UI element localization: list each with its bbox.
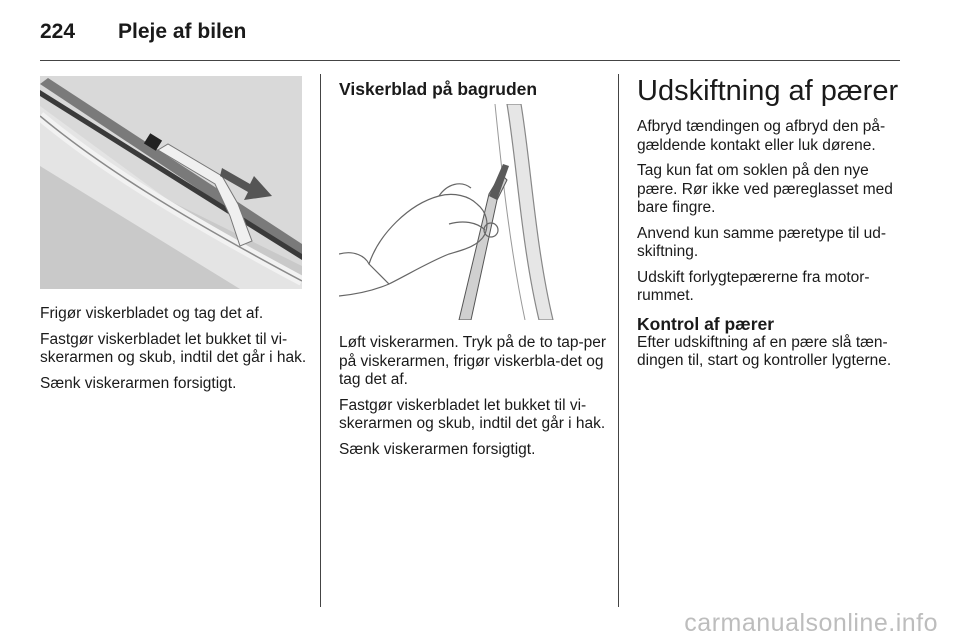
column-2 bbox=[339, 334, 607, 466]
column-1 bbox=[40, 305, 310, 400]
page-number: 224 bbox=[40, 20, 76, 43]
header-rule bbox=[40, 60, 900, 61]
paragraph: Anvend kun samme pæretype til ud-skiftning. bbox=[637, 224, 886, 260]
wiper-blade-illustration bbox=[40, 76, 302, 289]
paragraph: Sænk viskerarmen forsigtigt. bbox=[40, 374, 237, 392]
column-divider-2 bbox=[618, 74, 619, 607]
paragraph: Løft viskerarmen. Tryk på de to tap-per på viskerarmen, frigør viskerbla-det og tag det af. bbox=[339, 334, 607, 388]
paragraph: Fastgør viskerbladet let bukket til vi-skerarmen og skub, indtil det går i hak. bbox=[40, 330, 307, 366]
paragraph: Tag kun fat om soklen på den nye pære. Rør ikke ved pæreglasset med bare fingre. bbox=[637, 162, 893, 216]
paragraph: Fastgør viskerbladet let bukket til vi-skerarmen og skub, indtil det går i hak. bbox=[339, 396, 606, 432]
column-3 bbox=[637, 74, 907, 378]
section-heading: Viskerblad på bagruden bbox=[339, 79, 538, 99]
paragraph: Frigør viskerbladet og tag det af. bbox=[40, 305, 264, 322]
section-title: Udskiftning af pærer bbox=[637, 75, 899, 107]
paragraph: Efter udskiftning af en pære slå tæn-dingen til, start og kontroller lygterne. bbox=[637, 333, 892, 369]
watermark: carmanualsonline.info bbox=[684, 609, 938, 637]
paragraph: Afbryd tændingen og afbryd den på-gældende kontakt eller luk dørene. bbox=[637, 118, 886, 154]
paragraph: Sænk viskerarmen forsigtigt. bbox=[339, 440, 536, 458]
column-2-heading-block bbox=[339, 80, 604, 99]
column-divider-1 bbox=[320, 74, 321, 607]
paragraph: Udskift forlygtepærerne fra motor-rummet. bbox=[637, 268, 870, 304]
rear-wiper-illustration bbox=[339, 104, 601, 320]
chapter-title: Pleje af bilen bbox=[118, 20, 247, 43]
page-header bbox=[40, 20, 900, 60]
subsection-heading: Kontrol af pærer bbox=[637, 313, 775, 334]
